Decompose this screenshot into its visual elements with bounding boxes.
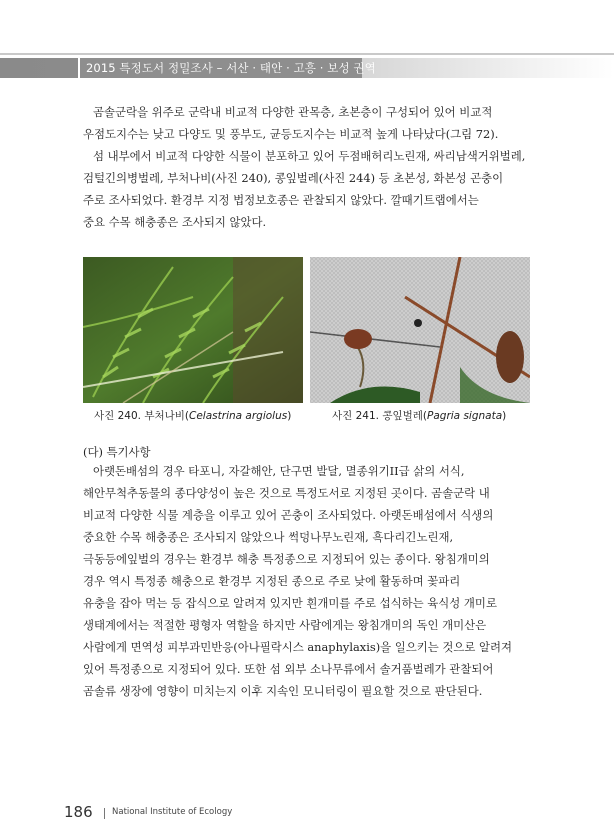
text-line: 비교적 다양한 식물 계층을 이루고 있어 곤충이 조사되었다. 아랫돈배섬에서 식생의 [83, 508, 494, 522]
text-line: 검털긴의병벌레, 부처나비(사진 240), 콩잎벌레(사진 244) 등 초본성, 화본성 곤충이 [83, 171, 504, 185]
text-line: 섬 내부에서 비교적 다양한 식물이 분포하고 있어 두점배허리노린재, 싸리남색거위벌레, [93, 149, 526, 163]
photo-240-caption: 사진 240. 부처나비(Celastrina argiolus) [94, 410, 292, 422]
text-line: 중요 수목 해충종은 조사되지 않았다. [83, 215, 267, 229]
section-heading: (다) 특기사항 [83, 445, 151, 459]
photo-240 [83, 257, 303, 403]
running-header-title: 2015 특정도서 정밀조사 – 서산 · 태안 · 고흥 · 보성 권역 [86, 61, 376, 75]
text-line: 해안무척추동물의 종다양성이 높은 것으로 특정도서로 지정된 곳이다. 곰솔군락 내 [83, 486, 490, 500]
photo-241-caption: 사진 241. 콩잎벌레(Pagria signata) [332, 410, 507, 422]
text-line: 사람에게 면역성 피부과민반응(아나필락시스 anaphylaxis)을 일으키는 것으로 알려져 [83, 640, 513, 654]
text-line: 아랫돈배섬의 경우 타포니, 자갈해안, 단구면 발달, 멸종위기II급 삵의 서식, [93, 464, 465, 478]
intro-paragraph [83, 101, 534, 233]
footer-divider [104, 808, 105, 819]
text-line: 극동등에잎벌의 경우는 환경부 해충 특정종으로 지정되어 있는 종이다. 왕침개미의 [83, 552, 490, 566]
text-line: 있어 특정종으로 지정되어 있다. 또한 섬 외부 소나무류에서 솔거품벌레가 관찰되어 [83, 662, 494, 676]
text-line: 생태계에서는 적절한 평형자 역할을 하지만 사람에게는 왕침개미의 독인 개미산은 [83, 618, 487, 632]
footer-organization: National Institute of Ecology [112, 807, 233, 817]
text-line: 중요한 수목 해충종은 조사되지 않았으나 썩덩나무노린재, 흑다리긴노린재, [83, 530, 454, 544]
text-line: 곰솔류 생장에 영향이 미치는지 이후 지속인 모니터링이 필요할 것으로 판단된다. [83, 684, 483, 698]
beetle-on-net-photo [310, 257, 530, 403]
notes-paragraph [83, 460, 534, 702]
text-line: 주로 조사되었다. 환경부 지정 법정보호종은 관찰되지 않았다. 깔때기트랩에서는 [83, 193, 479, 207]
text-line: 경우 역시 특정종 해충으로 환경부 지정된 종으로 주로 낮에 활동하며 꽃파리 [83, 574, 461, 588]
photo-241 [310, 257, 530, 403]
page-number: 186 [64, 803, 93, 821]
header-rule [0, 53, 614, 55]
text-line: 유충을 잡아 먹는 등 잡식으로 알려져 있지만 흰개미를 주로 섭식하는 육식성 개미로 [83, 596, 497, 610]
text-line: 곰솔군락을 위주로 군락내 비교적 다양한 관목층, 초본층이 구성되어 있어 비교적 [93, 105, 493, 119]
text-line: 우점도지수는 낮고 다양도 및 풍부도, 균등도지수는 비교적 높게 나타났다(그림 72). [83, 127, 499, 141]
fern-plant-photo [83, 257, 303, 403]
